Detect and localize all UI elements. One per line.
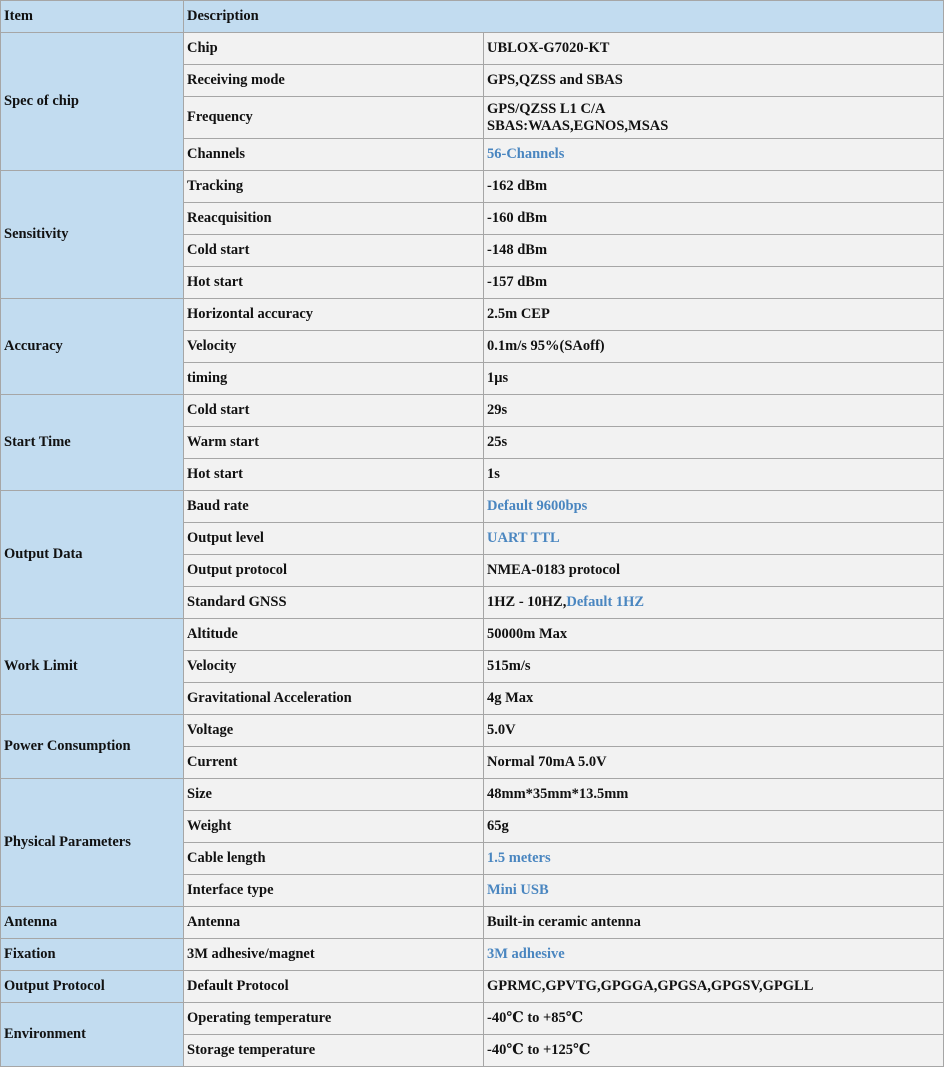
table-row — [1, 491, 944, 523]
group-spec-of-chip: Spec of chip — [1, 33, 184, 171]
value-text: Built-in ceramic antenna — [487, 914, 641, 930]
value-text: GPRMC,GPVTG,GPGGA,GPGSA,GPGSV,GPGLL — [487, 978, 814, 994]
row-value — [484, 779, 944, 811]
table-row — [1, 715, 944, 747]
value-text: 29s — [487, 402, 508, 418]
row-key: Altitude — [184, 619, 484, 651]
value-text: 1μs — [487, 370, 509, 386]
group-output-data: Output Data — [1, 491, 184, 619]
row-value — [484, 299, 944, 331]
row-value — [484, 843, 944, 875]
group-start-time: Start Time — [1, 395, 184, 491]
row-value — [484, 33, 944, 65]
row-value — [484, 395, 944, 427]
row-value — [484, 1035, 944, 1067]
value-text: GPS,QZSS and SBAS — [487, 72, 623, 88]
value-text: 5.0V — [487, 722, 516, 738]
row-key: Receiving mode — [184, 65, 484, 97]
row-key: Frequency — [184, 97, 484, 139]
row-value — [484, 811, 944, 843]
row-value — [484, 939, 944, 971]
group-fixation: Fixation — [1, 939, 184, 971]
row-key: Default Protocol — [184, 971, 484, 1003]
value-text: -40℃ to +125℃ — [487, 1042, 591, 1058]
table-row — [1, 971, 944, 1003]
group-physical-parameters: Physical Parameters — [1, 779, 184, 907]
row-value — [484, 459, 944, 491]
row-value — [484, 65, 944, 97]
group-antenna: Antenna — [1, 907, 184, 939]
row-value — [484, 683, 944, 715]
value-text: 25s — [487, 434, 508, 450]
row-value — [484, 747, 944, 779]
row-value — [484, 651, 944, 683]
value-text: 50000m Max — [487, 626, 568, 642]
value-text-highlight: Default 1HZ — [566, 594, 645, 610]
row-key: Hot start — [184, 267, 484, 299]
row-value — [484, 331, 944, 363]
row-key: Current — [184, 747, 484, 779]
value-text: 515m/s — [487, 658, 531, 674]
group-power-consumption: Power Consumption — [1, 715, 184, 779]
row-value — [484, 587, 944, 619]
row-key: Channels — [184, 139, 484, 171]
group-sensitivity: Sensitivity — [1, 171, 184, 299]
row-key: Cold start — [184, 395, 484, 427]
value-text-highlight: 3M adhesive — [487, 946, 565, 962]
value-text: -40℃ to +85℃ — [487, 1010, 584, 1026]
row-value — [484, 555, 944, 587]
row-key: 3M adhesive/magnet — [184, 939, 484, 971]
header-row — [1, 1, 944, 33]
row-value — [484, 1003, 944, 1035]
value-text: 65g — [487, 818, 509, 834]
row-key: Tracking — [184, 171, 484, 203]
table-row — [1, 619, 944, 651]
value-text: 48mm*35mm*13.5mm — [487, 786, 629, 802]
value-text-highlight: 56-Channels — [487, 146, 565, 162]
row-value — [484, 97, 944, 139]
value-text: -148 dBm — [487, 242, 548, 258]
value-text: 0.1m/s 95%(SAoff) — [487, 338, 605, 354]
row-key: Operating temperature — [184, 1003, 484, 1035]
value-text: UBLOX-G7020-KT — [487, 40, 610, 56]
row-key: Cold start — [184, 235, 484, 267]
row-key: Output protocol — [184, 555, 484, 587]
row-value — [484, 203, 944, 235]
header-description: Description — [184, 1, 944, 33]
row-value — [484, 139, 944, 171]
value-text: -157 dBm — [487, 274, 548, 290]
row-key: Size — [184, 779, 484, 811]
row-value — [484, 267, 944, 299]
group-accuracy: Accuracy — [1, 299, 184, 395]
row-key: Output level — [184, 523, 484, 555]
row-key: Antenna — [184, 907, 484, 939]
row-key: Gravitational Acceleration — [184, 683, 484, 715]
table-row — [1, 171, 944, 203]
value-text-highlight: 1.5 meters — [487, 850, 551, 866]
row-value — [484, 907, 944, 939]
row-value — [484, 715, 944, 747]
row-key: Interface type — [184, 875, 484, 907]
row-key: Weight — [184, 811, 484, 843]
row-value — [484, 523, 944, 555]
value-line: SBAS:WAAS,EGNOS,MSAS — [487, 117, 669, 134]
header-item: Item — [1, 1, 184, 33]
row-value — [484, 427, 944, 459]
row-value — [484, 619, 944, 651]
row-key: Voltage — [184, 715, 484, 747]
value-text: 4g Max — [487, 690, 534, 706]
row-key: Chip — [184, 33, 484, 65]
value-text-highlight: Default 9600bps — [487, 498, 588, 514]
value-text: NMEA-0183 protocol — [487, 562, 621, 578]
row-value — [484, 971, 944, 1003]
group-environment: Environment — [1, 1003, 184, 1067]
row-value — [484, 875, 944, 907]
table-row — [1, 907, 944, 939]
value-text: Normal 70mA 5.0V — [487, 754, 607, 770]
row-value — [484, 363, 944, 395]
row-key: Horizontal accuracy — [184, 299, 484, 331]
value-text: 1HZ - 10HZ, — [487, 594, 567, 610]
row-key: Warm start — [184, 427, 484, 459]
table-row — [1, 33, 944, 65]
row-key: Cable length — [184, 843, 484, 875]
table-row — [1, 395, 944, 427]
group-output-protocol: Output Protocol — [1, 971, 184, 1003]
table-row — [1, 299, 944, 331]
row-key: Baud rate — [184, 491, 484, 523]
row-key: Reacquisition — [184, 203, 484, 235]
group-work-limit: Work Limit — [1, 619, 184, 715]
row-key: Storage temperature — [184, 1035, 484, 1067]
value-line: GPS/QZSS L1 C/A — [487, 100, 606, 117]
table-row — [1, 779, 944, 811]
value-text-highlight: UART TTL — [487, 530, 560, 546]
row-key: Velocity — [184, 331, 484, 363]
row-value — [484, 235, 944, 267]
row-value — [484, 171, 944, 203]
row-key: Velocity — [184, 651, 484, 683]
value-text: -162 dBm — [487, 178, 548, 194]
value-text: -160 dBm — [487, 210, 548, 226]
row-key: Standard GNSS — [184, 587, 484, 619]
row-key: Hot start — [184, 459, 484, 491]
table-row — [1, 1003, 944, 1035]
value-text-highlight: Mini USB — [487, 882, 549, 898]
value-text: 1s — [487, 466, 500, 482]
value-text: 2.5m CEP — [487, 306, 550, 322]
row-value — [484, 491, 944, 523]
table-row — [1, 939, 944, 971]
row-key: timing — [184, 363, 484, 395]
